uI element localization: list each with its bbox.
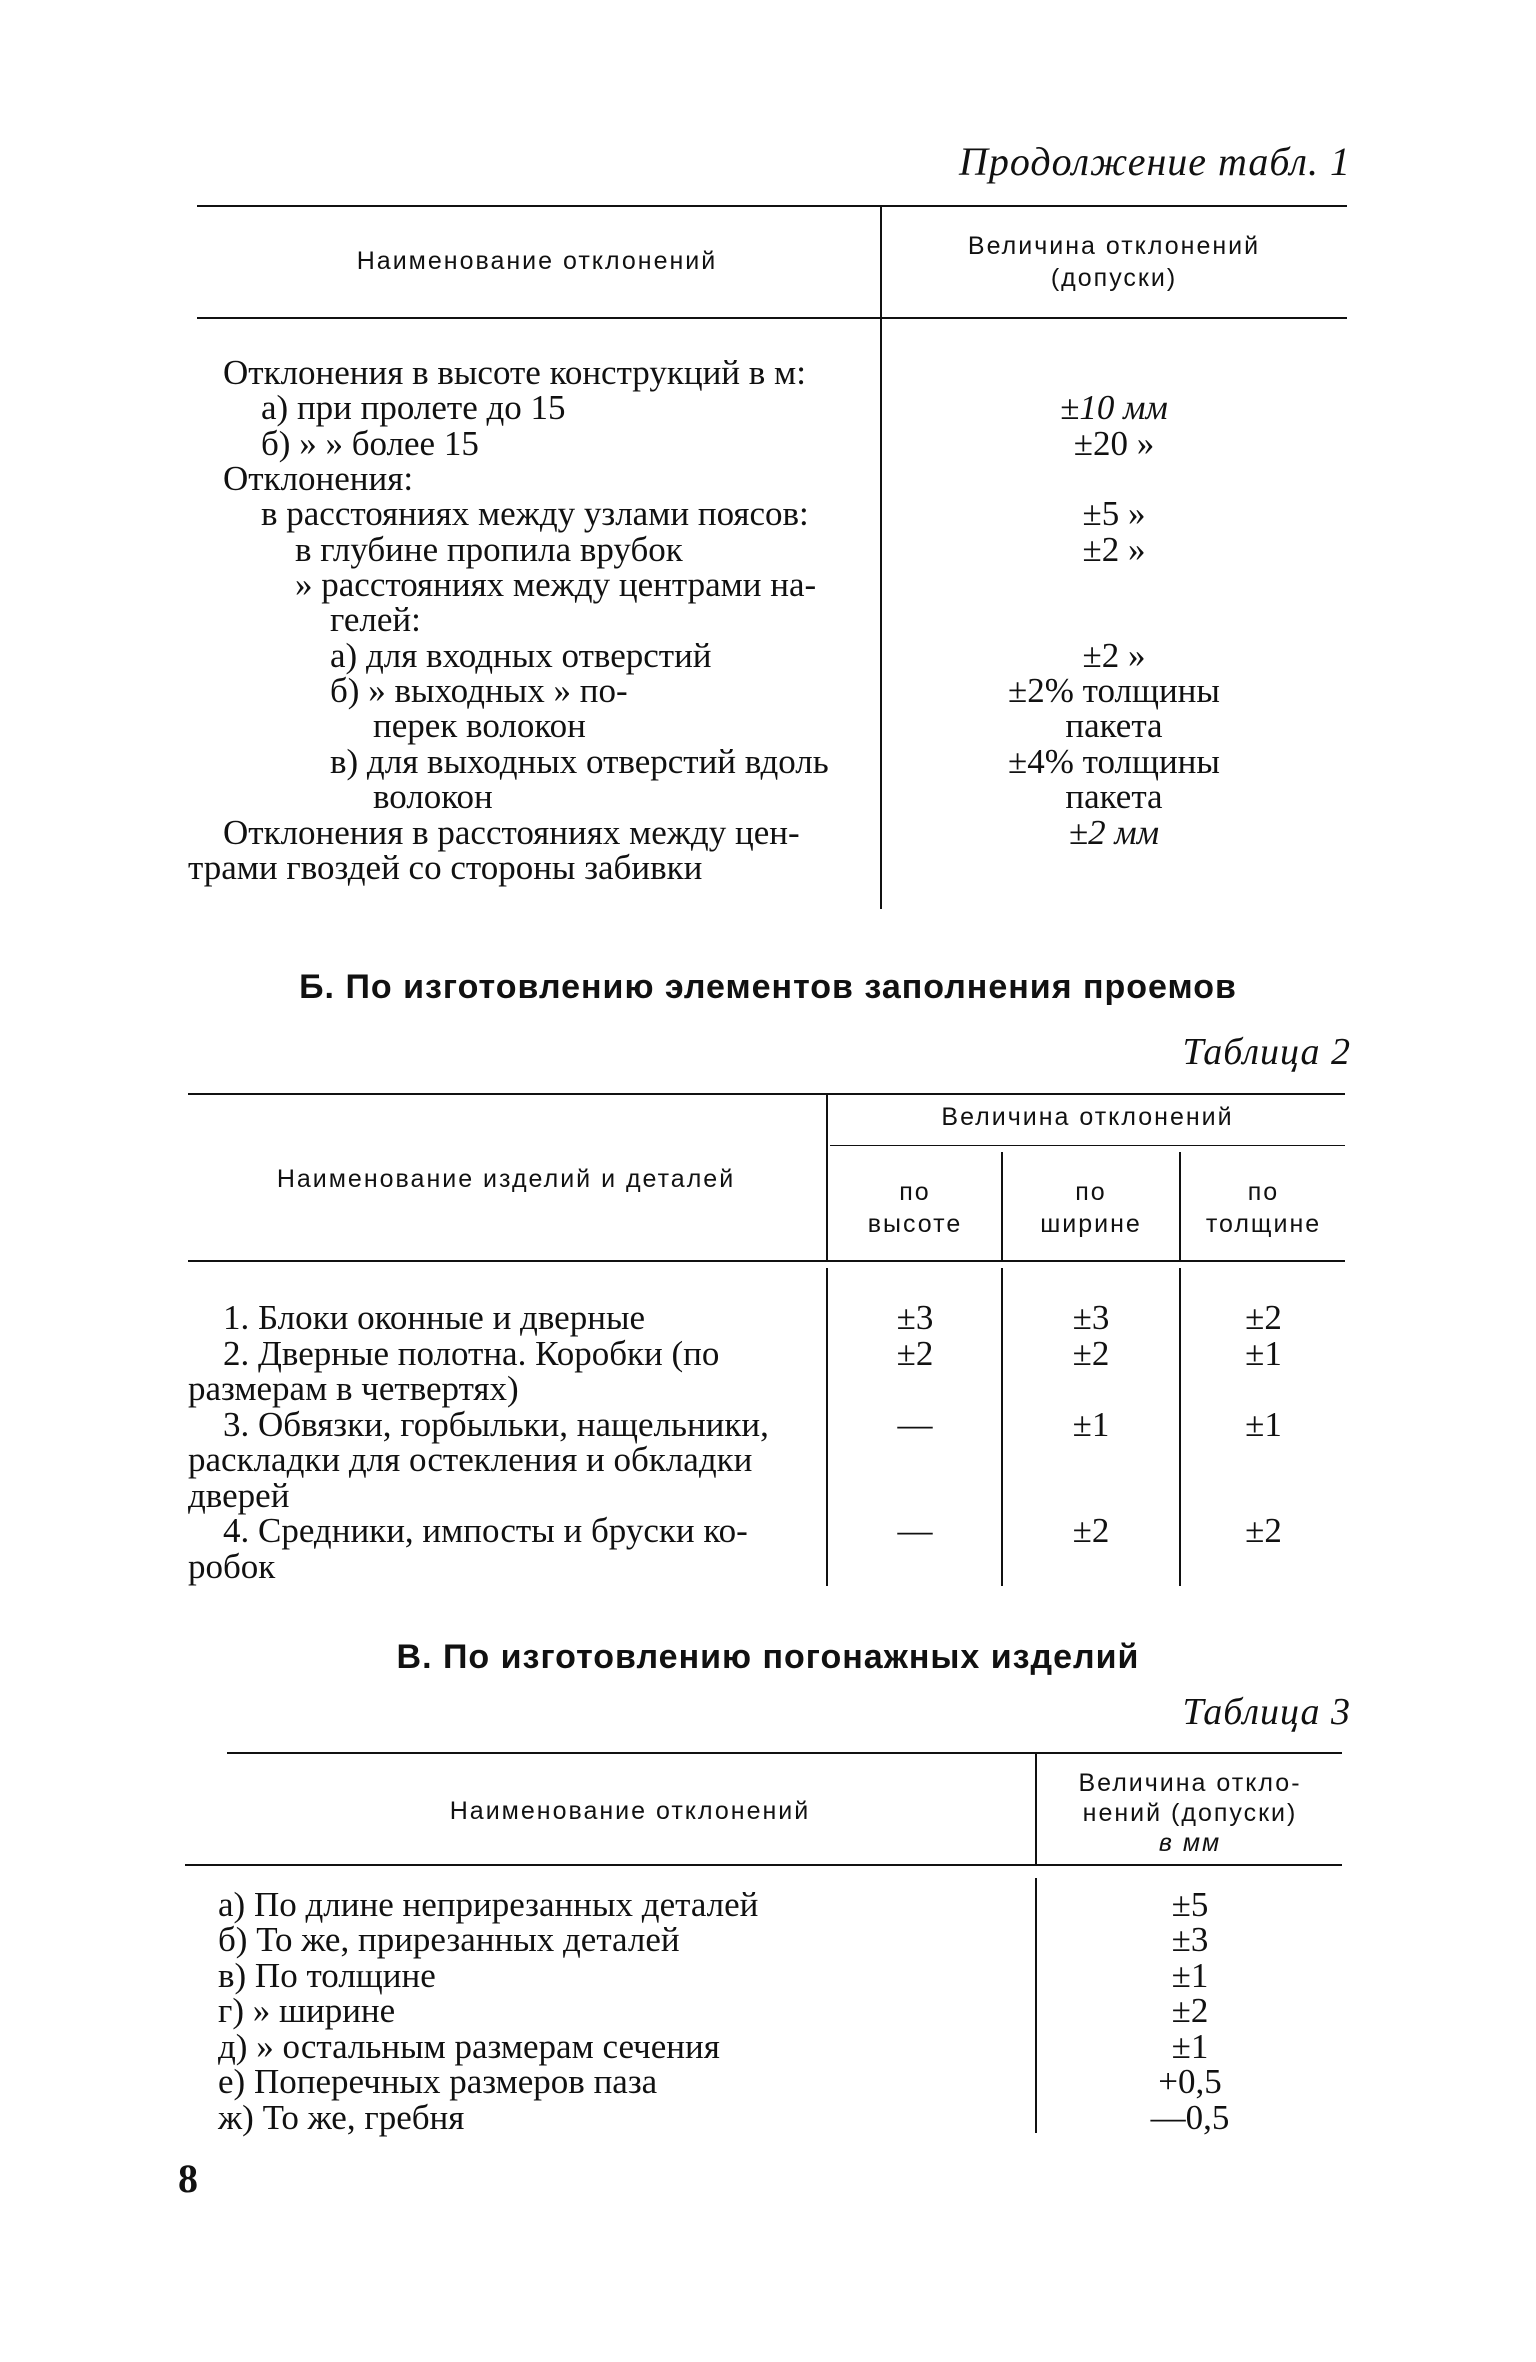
- table-2-line: 2. Дверные полотна. Коробки (по: [223, 1334, 720, 1373]
- table-1-value: пакета: [1065, 777, 1163, 816]
- table-1-value: пакета: [1065, 706, 1163, 745]
- table-2-header-name: Наименование изделий и деталей: [276, 1165, 736, 1193]
- table-2-divider-name: [826, 1095, 828, 1260]
- table-2-line: размерам в четвертях): [188, 1369, 519, 1408]
- table-1-line: в) для выходных отверстий вдоль: [330, 742, 829, 781]
- table-2-cell-height: ±2: [896, 1334, 934, 1373]
- table-1-value: ±2 мм: [1068, 813, 1160, 852]
- table-2-header-rule: [188, 1260, 1345, 1262]
- table-2-group-rule: [830, 1145, 1345, 1146]
- table-2-line: 3. Обвязки, горбыльки, нащельники,: [223, 1405, 769, 1444]
- table-3-body-divider: [1035, 1878, 1037, 2133]
- table-3-header-value: Величина откло- нений (допуски) в мм: [1078, 1769, 1302, 1857]
- table-3-header-rule: [185, 1864, 1342, 1866]
- table-3-row-name: ж) То же, гребня: [218, 2098, 465, 2137]
- table-1-line: трами гвоздей со стороны забивки: [188, 848, 703, 887]
- table-3-row-name: е) Поперечных размеров паза: [218, 2062, 658, 2101]
- table-2-cell-thickness: ±1: [1245, 1334, 1282, 1373]
- table-1-header-name: Наименование отклонений: [356, 247, 718, 275]
- table-1-top-rule: [197, 205, 1347, 207]
- table-3-row-value: ±1: [1171, 2027, 1209, 2066]
- table-3-row-value: ±2: [1171, 1991, 1209, 2030]
- table-3-header-name: Наименование отклонений: [449, 1797, 811, 1825]
- table-1-line: Отклонения:: [223, 459, 414, 498]
- table-2-cell-width: ±1: [1072, 1405, 1110, 1444]
- table-2-cell-width: ±3: [1072, 1298, 1110, 1337]
- table-3-row-value: —0,5: [1150, 2098, 1230, 2137]
- table-2-line: 1. Блоки оконные и дверные: [223, 1298, 645, 1337]
- table-1-line: » расстояниях между центрами на-: [295, 565, 817, 604]
- table-1-value: ±10 мм: [1060, 388, 1168, 427]
- table-2-cell-thickness: ±1: [1245, 1405, 1282, 1444]
- table-3-row-name: б) То же, прирезанных деталей: [218, 1920, 680, 1959]
- table-1-line: перек волокон: [373, 706, 586, 745]
- table-1-value: ±5 »: [1082, 494, 1146, 533]
- table-1-header-rule: [197, 317, 1347, 319]
- table-3-row-value: ±3: [1171, 1920, 1209, 1959]
- table-1-value: ±2 »: [1082, 636, 1146, 675]
- table-1-line: а) при пролете до 15: [261, 388, 566, 427]
- continuation-title: Продолжение табл. 1: [958, 139, 1351, 184]
- table-2-header-height: по высоте: [867, 1178, 963, 1238]
- table-3-row-name: д) » остальным размерам сечения: [218, 2027, 720, 2066]
- table-1-value: ±2 »: [1082, 530, 1146, 569]
- table-1-line: а) для входных отверстий: [330, 636, 712, 675]
- table-1-value: ±2% толщины: [1008, 671, 1220, 710]
- table-2-divider-1: [1001, 1152, 1003, 1260]
- table-2-header-group: Величина отклонений: [941, 1103, 1234, 1131]
- table-3-row-name: г) » ширине: [218, 1991, 396, 2030]
- table-2-top-rule: [188, 1093, 1345, 1095]
- table-2-body-divider-3: [1179, 1268, 1181, 1586]
- table-2-cell-thickness: ±2: [1245, 1511, 1282, 1550]
- table-2-line: раскладки для остекления и обкладки: [188, 1440, 753, 1479]
- table-1-header-value: Величина отклонений (допуски): [967, 232, 1261, 292]
- table-1-value: ±20 »: [1073, 424, 1155, 463]
- table-3-row-value: ±1: [1171, 1956, 1209, 1995]
- table-3-label: Таблица 3: [1182, 1691, 1351, 1733]
- table-3-header-divider: [1035, 1754, 1037, 1864]
- table-2-body-divider-1: [826, 1268, 828, 1586]
- table-2-line: 4. Средники, импосты и бруски ко-: [223, 1511, 748, 1550]
- section-v-title: В. По изготовлению погонажных изделий: [396, 1638, 1140, 1676]
- page-number: 8: [178, 2156, 198, 2201]
- table-2-header-thickness: по толщине: [1205, 1178, 1322, 1238]
- table-1-line: Отклонения в высоте конструкций в м:: [223, 353, 806, 392]
- table-2-divider-2: [1179, 1152, 1181, 1260]
- table-2-line: дверей: [188, 1476, 290, 1515]
- table-1-line: б) » выходных » по-: [330, 671, 628, 710]
- table-1-line: в расстояниях между узлами поясов:: [261, 494, 809, 533]
- table-1-line: Отклонения в расстояниях между цен-: [223, 813, 800, 852]
- table-2-label: Таблица 2: [1182, 1031, 1351, 1073]
- table-2-cell-width: ±2: [1072, 1511, 1110, 1550]
- table-1-line: гелей:: [330, 600, 421, 639]
- table-3-row-value: ±5: [1171, 1885, 1209, 1924]
- table-3-row-name: а) По длине неприрезанных деталей: [218, 1885, 759, 1924]
- section-b-title: Б. По изготовлению элементов заполнения проемов: [299, 968, 1237, 1006]
- table-2-header-width: по ширине: [1040, 1178, 1142, 1238]
- table-3-row-name: в) По толщине: [218, 1956, 436, 1995]
- table-2-cell-thickness: ±2: [1245, 1298, 1282, 1337]
- table-3-top-rule: [227, 1752, 1342, 1754]
- table-1-line: в глубине пропила врубок: [295, 530, 683, 569]
- table-1-value: ±4% толщины: [1008, 742, 1220, 781]
- table-2-cell-height: —: [897, 1405, 933, 1444]
- table-2-cell-width: ±2: [1072, 1334, 1110, 1373]
- table-2-body-divider-2: [1001, 1268, 1003, 1586]
- table-1-line: волокон: [373, 777, 493, 816]
- table-1-body-divider: [880, 319, 882, 909]
- table-1-line: б) » » более 15: [261, 424, 479, 463]
- table-2-line: робок: [188, 1547, 276, 1586]
- table-2-cell-height: —: [897, 1511, 933, 1550]
- table-1-header-divider: [880, 207, 882, 317]
- table-2-cell-height: ±3: [896, 1298, 934, 1337]
- table-3-row-value: +0,5: [1158, 2062, 1222, 2101]
